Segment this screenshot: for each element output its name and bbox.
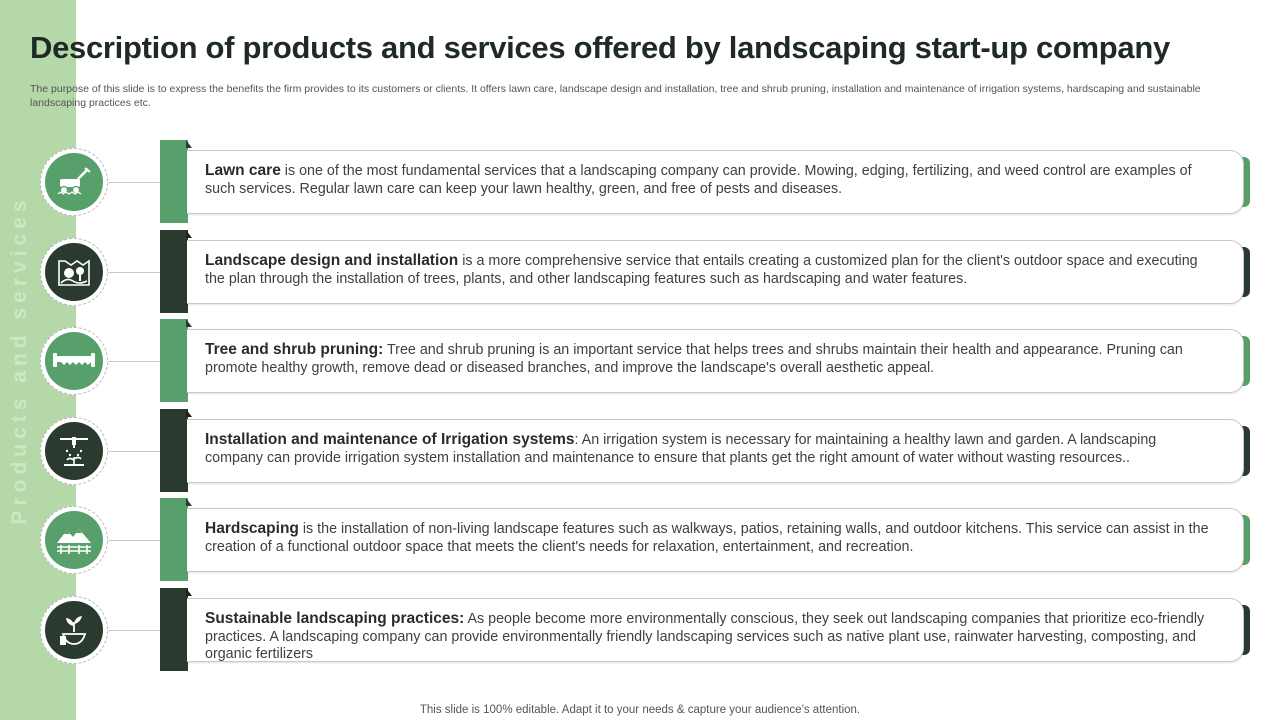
service-description: is the installation of non-living landscape features such as walkways, patios, retaining walls, and outdoor kitchens. This service can assist in the creation of a functional outdoor space that meets the client's needs for relaxation, entertainment, and recreation. xyxy=(205,521,1209,555)
mountain-fence-icon xyxy=(55,525,93,555)
service-row-landscape-design xyxy=(0,230,1280,314)
row-tab xyxy=(160,319,188,402)
icon-badge xyxy=(45,153,103,211)
service-row-hardscaping xyxy=(0,498,1280,582)
side-label: Products and services xyxy=(8,195,31,525)
plant-hand-icon xyxy=(58,614,90,646)
icon-badge xyxy=(45,332,103,390)
icon-badge xyxy=(45,422,103,480)
service-row-lawn-care xyxy=(0,140,1280,224)
service-card xyxy=(187,508,1244,572)
service-card xyxy=(187,329,1244,393)
service-description: Tree and shrub pruning is an important service that helps trees and shrubs maintain their health and appearance. Pruning can promote healthy growth, remove dead or diseased branches, and improve the landscape's overall aesthetic appeal. xyxy=(205,342,1183,376)
icon-badge xyxy=(45,243,103,301)
row-tab xyxy=(160,140,188,223)
service-heading: Sustainable landscaping practices: xyxy=(205,610,465,627)
service-description: is a more comprehensive service that entails creating a customized plan for the client's outdoor space and executing the plan through the installation of trees, plants, and other landscaping features such as hardscaping and water features. xyxy=(205,253,1198,287)
service-heading: Lawn care xyxy=(205,162,281,179)
service-card xyxy=(187,598,1244,662)
service-row-irrigation xyxy=(0,409,1280,493)
service-description: As people become more environmentally conscious, they seek out landscaping companies that prioritize eco-friendly practices. A landscaping company can provide environmentally friendly landscaping services such as native plant use, rainwater harvesting, composting, and organic fertilizers xyxy=(205,611,1205,662)
footer-note: This slide is 100% editable. Adapt it to your needs & capture your audience’s attention. xyxy=(419,704,861,716)
service-card xyxy=(187,240,1244,304)
icon-badge xyxy=(45,601,103,659)
service-card xyxy=(187,419,1244,483)
service-heading: Landscape design and installation xyxy=(205,252,459,269)
row-tab xyxy=(160,588,188,671)
service-heading: Hardscaping xyxy=(205,520,299,537)
saw-icon xyxy=(52,350,96,372)
row-tab xyxy=(160,230,188,313)
lawn-mower-icon xyxy=(56,167,92,197)
page-subtitle: The purpose of this slide is to express the benefits the firm provides to its customers or clients. It offers lawn care, landscape design and installation, tree and shrub pruning, installation and maintenance of irrigation systems, hardscaping and sustainable landscaping practices etc. xyxy=(30,83,1201,109)
service-heading: Installation and maintenance of Irrigation systems xyxy=(205,431,575,448)
row-tab xyxy=(160,498,188,581)
page-title: Description of products and services offered by landscaping start-up company xyxy=(30,30,1170,65)
service-heading: Tree and shrub pruning: xyxy=(205,341,384,358)
row-tab xyxy=(160,409,188,492)
service-description: : An irrigation system is necessary for maintaining a healthy lawn and garden. A landscaping company can provide irrigation system installation and maintenance to ensure that plants get the right amount of water without wasting resources.. xyxy=(205,432,1157,466)
icon-badge xyxy=(45,511,103,569)
service-card xyxy=(187,150,1244,214)
service-row-sustainable xyxy=(0,588,1280,672)
landscape-design-icon xyxy=(57,257,91,287)
service-description: is one of the most fundamental services that a landscaping company can provide. Mowing, edging, fertilizing, and weed control are examples of such services. Regular lawn care can keep your lawn healthy, green, and free of pests and diseases. xyxy=(205,163,1192,197)
irrigation-icon xyxy=(57,435,91,467)
service-row-tree-pruning xyxy=(0,319,1280,403)
